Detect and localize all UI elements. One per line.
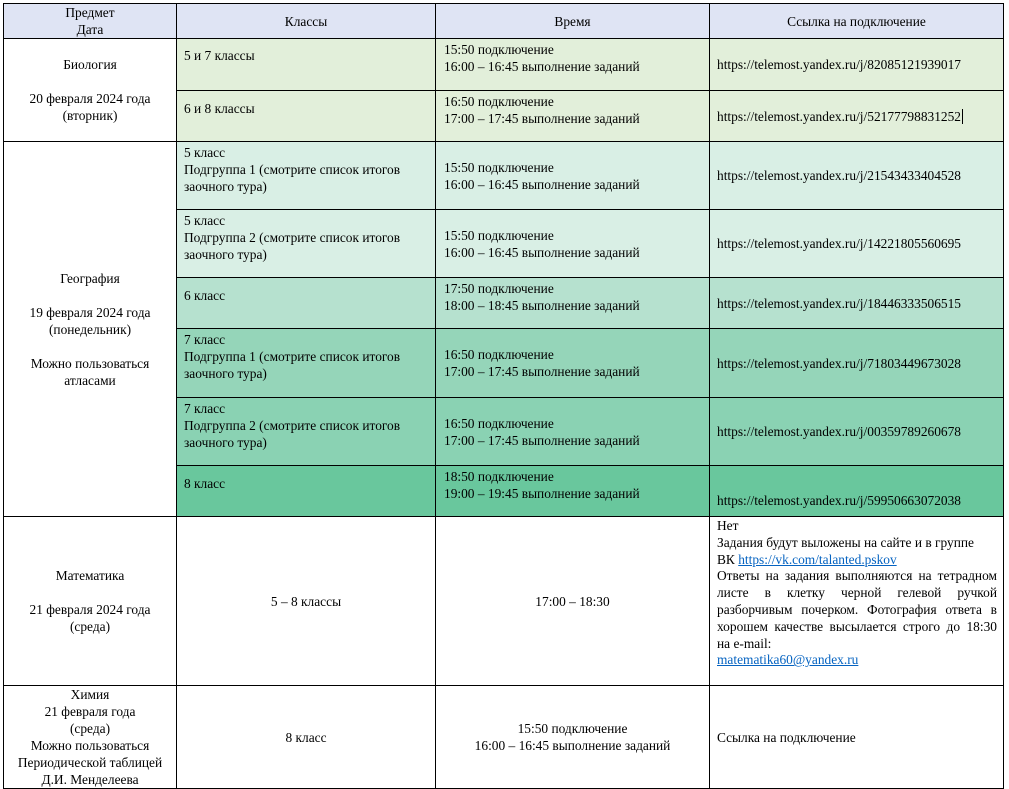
subject-note: Периодической таблицей	[17, 755, 163, 770]
time-tasks: 16:00 – 16:45 выполнение заданий	[444, 176, 640, 192]
header-row	[4, 4, 1004, 39]
header-link: Ссылка на подключение	[710, 4, 1004, 39]
connection-link[interactable]: https://telemost.yandex.ru/j/21543433404528	[717, 168, 961, 183]
connection-link[interactable]: https://telemost.yandex.ru/j/14221805560695	[717, 236, 961, 251]
classes-cell	[177, 91, 436, 142]
subject-note: Можно пользоваться	[30, 355, 150, 371]
subgroup-note: заочного тура)	[184, 179, 267, 194]
time-connect: 18:50 подключение	[444, 469, 554, 484]
connection-link[interactable]: https://telemost.yandex.ru/j/71803449673028	[717, 355, 961, 371]
subgroup-note: заочного тура)	[184, 435, 267, 450]
subject-date: 21 февраля года	[44, 704, 136, 719]
class-label: 7 класс	[184, 332, 226, 347]
time-tasks: 17:00 – 17:45 выполнение заданий	[444, 432, 640, 448]
info-body	[717, 568, 997, 669]
time-tasks: 17:00 – 17:45 выполнение заданий	[444, 111, 640, 126]
subject-date: 19 февраля 2024 года	[29, 304, 151, 320]
vk-prefix: ВК	[717, 551, 739, 567]
classes-cell	[177, 517, 436, 686]
time-connect: 17:50 подключение	[444, 281, 554, 296]
subject-name: Математика	[55, 568, 125, 583]
link-cell[interactable]	[710, 329, 1004, 398]
connection-link[interactable]: Ссылка на подключение	[717, 729, 856, 745]
classes-cell	[177, 278, 436, 329]
time-cell	[436, 398, 710, 466]
time-cell	[436, 686, 710, 789]
classes-text: 5 – 8 классы	[270, 593, 342, 609]
classes-cell	[177, 329, 436, 398]
header-subject-date	[4, 4, 177, 39]
chemistry-subject-cell	[4, 686, 177, 789]
info-line1: Задания будут выложены на сайте и в группе	[717, 534, 974, 550]
classes-cell	[177, 398, 436, 466]
math-subject-cell	[4, 517, 177, 686]
class-label: 7 класс	[184, 401, 226, 416]
subject-weekday: (понедельник)	[48, 321, 132, 337]
connection-link[interactable]: https://telemost.yandex.ru/j/18446333506515	[717, 295, 961, 311]
info-body-text: Ответы на задания выполняются на тетрадном листе в клетку черной гелевой ручкой разборчивым почерком. Фотография ответа в хорошем качестве высылается строго до 18:30 на e-mail:	[717, 568, 997, 651]
time-cell	[436, 329, 710, 398]
subject-note: атласами	[64, 372, 116, 388]
time-tasks: 16:00 – 16:45 выполнение заданий	[444, 59, 640, 74]
subject-name: Биология	[63, 57, 117, 72]
classes-cell	[177, 142, 436, 210]
link-cell[interactable]	[710, 91, 1004, 142]
subject-weekday: (среда)	[69, 721, 111, 736]
classes-cell	[177, 210, 436, 278]
time-connect: 16:50 подключение	[444, 415, 554, 431]
time-cell	[436, 142, 710, 210]
email-link[interactable]: matematika60@yandex.ru	[717, 652, 859, 668]
time-cell	[436, 466, 710, 517]
link-cell[interactable]	[710, 142, 1004, 210]
chemistry-row	[4, 686, 1004, 789]
time-cell	[436, 517, 710, 686]
link-cell[interactable]	[710, 398, 1004, 466]
classes-cell	[177, 466, 436, 517]
schedule-table	[3, 3, 1004, 789]
class-label: 5 класс	[184, 145, 226, 160]
header-time: Время	[436, 4, 710, 39]
time-tasks: 16:00 – 16:45 выполнение заданий	[474, 738, 671, 753]
connection-link[interactable]: https://telemost.yandex.ru/j/00359789260678	[717, 424, 961, 439]
header-classes: Классы	[177, 4, 436, 39]
math-row	[4, 517, 1004, 686]
time-cell	[436, 278, 710, 329]
biology-subject-cell	[4, 39, 177, 142]
subject-weekday: (среда)	[69, 619, 111, 634]
time-text: 17:00 – 18:30	[535, 593, 610, 609]
link-cell[interactable]	[710, 39, 1004, 91]
info-vk	[717, 552, 997, 569]
subject-date: 20 февраля 2024 года	[29, 91, 151, 106]
connection-link[interactable]: https://telemost.yandex.ru/j/59950663072038	[717, 492, 961, 508]
subgroup-label: Подгруппа 2 (смотрите список итогов	[184, 418, 401, 433]
vk-link[interactable]: https://vk.com/talanted.pskov	[738, 551, 897, 567]
classes-cell	[177, 686, 436, 789]
link-cell[interactable]	[710, 278, 1004, 329]
info-no: Нет	[717, 518, 739, 533]
subgroup-label: Подгруппа 2 (смотрите список итогов	[184, 230, 401, 245]
time-tasks: 16:00 – 16:45 выполнение заданий	[444, 244, 640, 260]
classes-text: 5 и 7 классы	[184, 48, 255, 63]
subject-name: Химия	[70, 687, 110, 702]
time-cell	[436, 91, 710, 142]
classes-text: 6 и 8 классы	[184, 101, 255, 116]
subject-name: География	[60, 270, 120, 286]
time-connect: 15:50 подключение	[444, 42, 554, 57]
math-info-cell	[710, 517, 1004, 686]
header-date: Дата	[76, 22, 104, 37]
geography-subject-cell	[4, 142, 177, 517]
time-connect: 15:50 подключение	[444, 159, 554, 175]
class-label: 8 класс	[184, 476, 226, 491]
time-tasks: 19:00 – 19:45 выполнение заданий	[444, 486, 640, 501]
connection-link[interactable]: https://telemost.yandex.ru/j/82085121939017	[717, 57, 961, 72]
subject-date: 21 февраля 2024 года	[29, 602, 151, 617]
subgroup-label: Подгруппа 1 (смотрите список итогов	[184, 162, 401, 177]
time-tasks: 17:00 – 17:45 выполнение заданий	[444, 364, 640, 379]
class-label: 6 класс	[184, 288, 226, 303]
geography-row-1	[4, 142, 1004, 210]
subgroup-note: заочного тура)	[184, 366, 267, 381]
link-cell[interactable]	[710, 466, 1004, 517]
header-subject: Предмет	[65, 5, 115, 20]
subject-weekday: (вторник)	[62, 108, 118, 123]
connection-link[interactable]: https://telemost.yandex.ru/j/52177798831252	[717, 108, 961, 124]
subgroup-label: Подгруппа 1 (смотрите список итогов	[184, 349, 401, 364]
classes-text: 8 класс	[285, 729, 327, 745]
time-cell	[436, 210, 710, 278]
link-cell[interactable]	[710, 686, 1004, 789]
subgroup-note: заочного тура)	[184, 247, 267, 262]
subject-note: Д.И. Менделеева	[41, 772, 139, 787]
class-label: 5 класс	[184, 213, 226, 228]
link-cell[interactable]	[710, 210, 1004, 278]
time-tasks: 18:00 – 18:45 выполнение заданий	[444, 298, 640, 313]
time-connect: 15:50 подключение	[517, 721, 628, 736]
time-connect: 16:50 подключение	[444, 347, 554, 362]
subject-note: Можно пользоваться	[30, 738, 150, 753]
text-cursor	[962, 109, 963, 124]
classes-cell	[177, 39, 436, 91]
biology-row-1	[4, 39, 1004, 91]
time-connect: 15:50 подключение	[444, 227, 554, 243]
time-cell	[436, 39, 710, 91]
time-connect: 16:50 подключение	[444, 94, 554, 109]
